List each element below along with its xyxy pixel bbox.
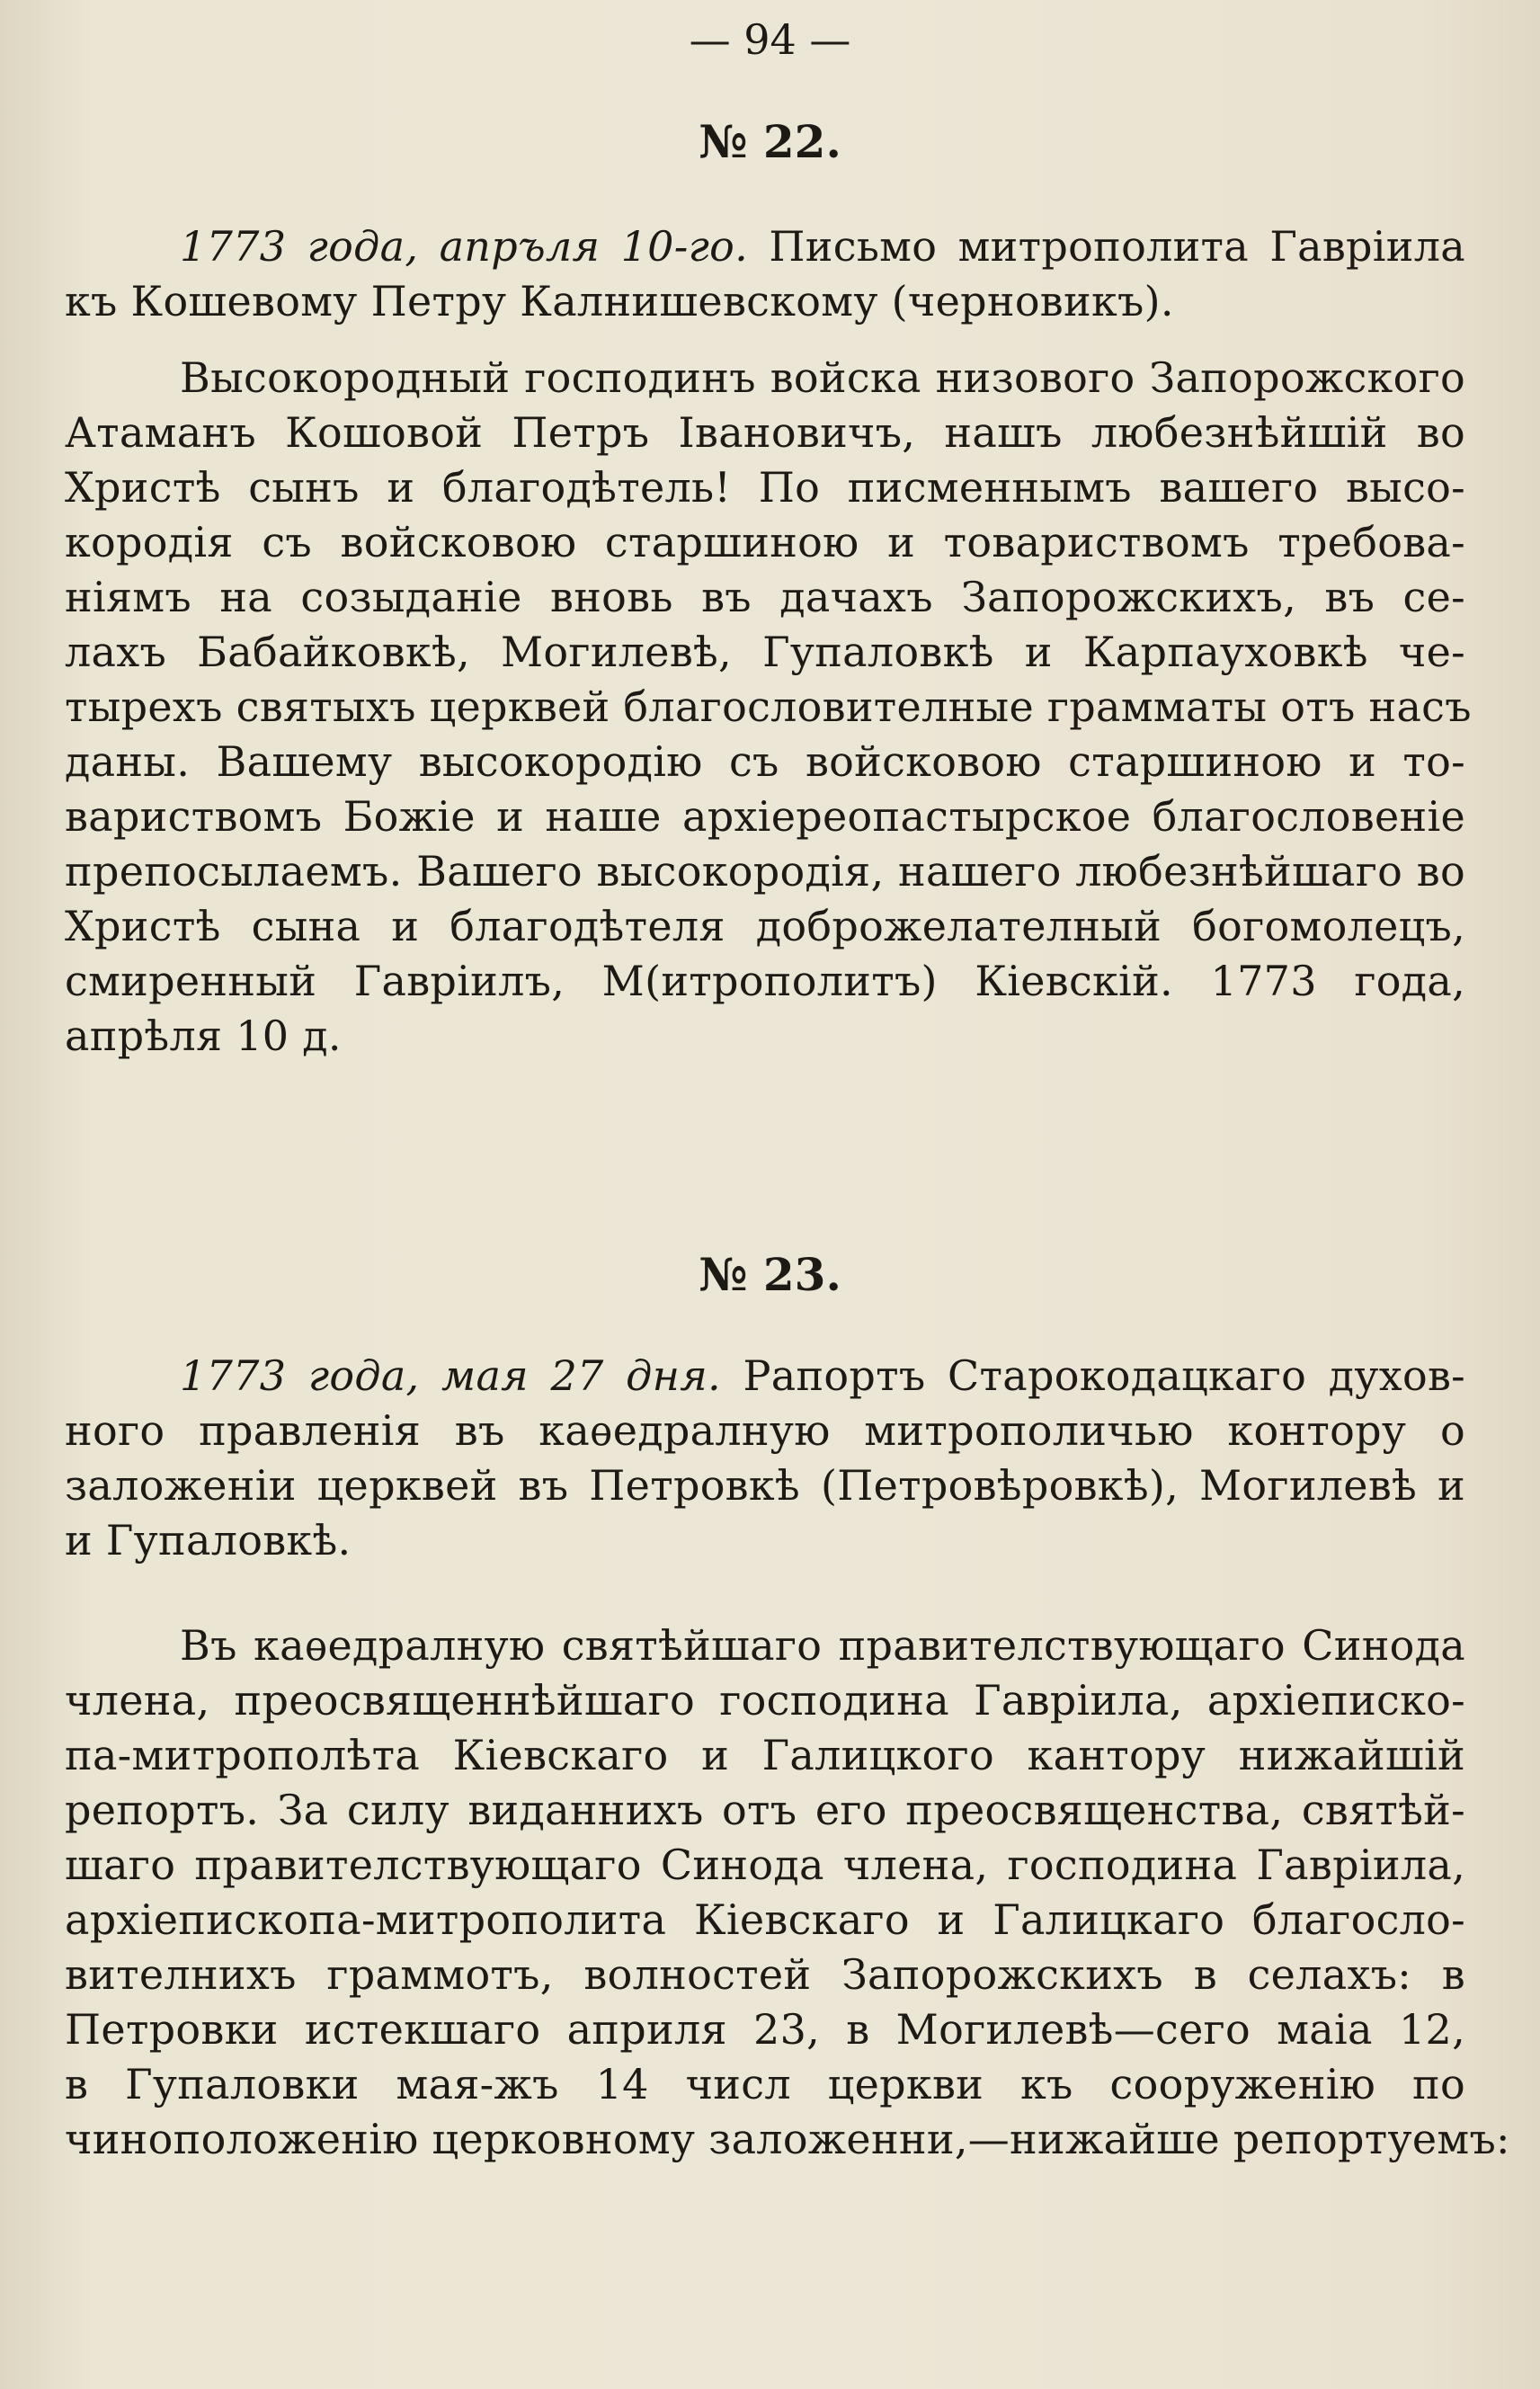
document-23-body-line: в Гупаловки мая-жъ 14 числ церкви къ сооруженію по: [65, 2060, 1465, 2108]
document-23-title-part-1: Рапортъ Старокодацкаго духов-: [720, 1351, 1465, 1400]
document-22-body-line: даны. Вашему высокородію съ войсковою старшиною и то-: [65, 737, 1465, 786]
document-23-body: [65, 1618, 1510, 2167]
document-22-body-line: апрѣля 10 д.: [65, 1012, 342, 1060]
page-number: — 94 —: [689, 15, 851, 64]
document-22-body-line: кородія съ войсковою старшиною и товариствомъ требова-: [65, 518, 1465, 566]
document-22-body-line: ніямъ на созыданіе вновь въ дачахъ Запорожскихъ, въ се-: [65, 573, 1465, 621]
document-23-body-line: чиноположенію церковному заложенни,—нижайше репортуемъ:: [65, 2115, 1510, 2163]
document-23-date: 1773 года, мая 27 дня.: [180, 1351, 721, 1400]
document-22-body: [65, 351, 1472, 1064]
document-23-body-line: шаго правителствующаго Синода члена, господина Гавріила,: [65, 1841, 1465, 1889]
document-23-body-line: Въ каѳедралную святѣйшаго правителствующаго Синода: [180, 1621, 1465, 1670]
document-22-body-line: тырехъ святыхъ церквей благословителные грамматы отъ насъ: [65, 682, 1472, 731]
document-23-heading-line-1: [65, 1349, 1465, 1404]
document-22-body-line: Христѣ сынъ и благодѣтель! По писменнымъ вашего высо-: [65, 463, 1465, 512]
document-22-body-line: Христѣ сына и благодѣтеля доброжелателный богомолецъ,: [65, 902, 1465, 950]
document-22-heading-line-2: къ Кошевому Петру Калнишевскому (черновикъ).: [65, 277, 1174, 325]
document-23-body-line: архіепископа-митрополита Кіевскаго и Галицкаго благосло-: [65, 1895, 1465, 1944]
document-23-heading-line-3: заложеніи церквей въ Петровкѣ (Петровѣровкѣ), Могилевѣ и: [65, 1461, 1465, 1510]
document-22-body-line: Высокородный господинъ войска низового Запорожского: [180, 353, 1465, 402]
document-22-body-line: лахъ Бабайковкѣ, Могилевѣ, Гупаловкѣ и Карпауховкѣ че-: [65, 628, 1465, 676]
document-23-number: № 23.: [699, 1248, 841, 1301]
document-22-heading: [65, 219, 1465, 329]
document-23-body-line: Петровки истекшаго априля 23, в Могилевѣ—сего маіа 12,: [65, 2005, 1465, 2054]
document-22-date: 1773 года, апръля 10-го.: [180, 222, 749, 271]
document-22-body-line: вариствомъ Божіе и наше архіереопастырское благословеніе: [65, 792, 1465, 841]
document-22-title-part-1: Письмо митрополита Гавріила: [748, 222, 1465, 271]
document-23-heading-line-4: и Гупаловкѣ.: [65, 1516, 352, 1564]
document-22-body-line: смиренный Гавріилъ, М(итрополитъ) Кіевскій. 1773 года,: [65, 957, 1465, 1005]
document-23-body-line: вителнихъ граммотъ, волностей Запорожскихъ в селахъ: в: [65, 1950, 1465, 1999]
document-22-heading-line-1: [65, 219, 1465, 274]
document-22-body-line: препосылаемъ. Вашего высокородія, нашего любезнѣйшаго во: [65, 847, 1465, 896]
document-23-body-line: члена, преосвященнѣйшаго господина Гавріила, архіеписко-: [65, 1676, 1465, 1725]
document-23-heading-line-2: ного правленія въ каѳедралную митрополичью контору о: [65, 1406, 1465, 1455]
document-22-body-line: Атаманъ Кошовой Петръ Івановичъ, нашъ любезнѣйшій во: [65, 408, 1465, 457]
document-23-body-line: репортъ. За силу виданнихъ отъ его преосвященства, святѣй-: [65, 1786, 1465, 1834]
document-23-body-line: па-митрополѣта Кіевскаго и Галицкого кантору нижайшій: [65, 1731, 1465, 1779]
document-23-heading: [65, 1349, 1465, 1568]
document-22-number: № 22.: [699, 115, 841, 168]
